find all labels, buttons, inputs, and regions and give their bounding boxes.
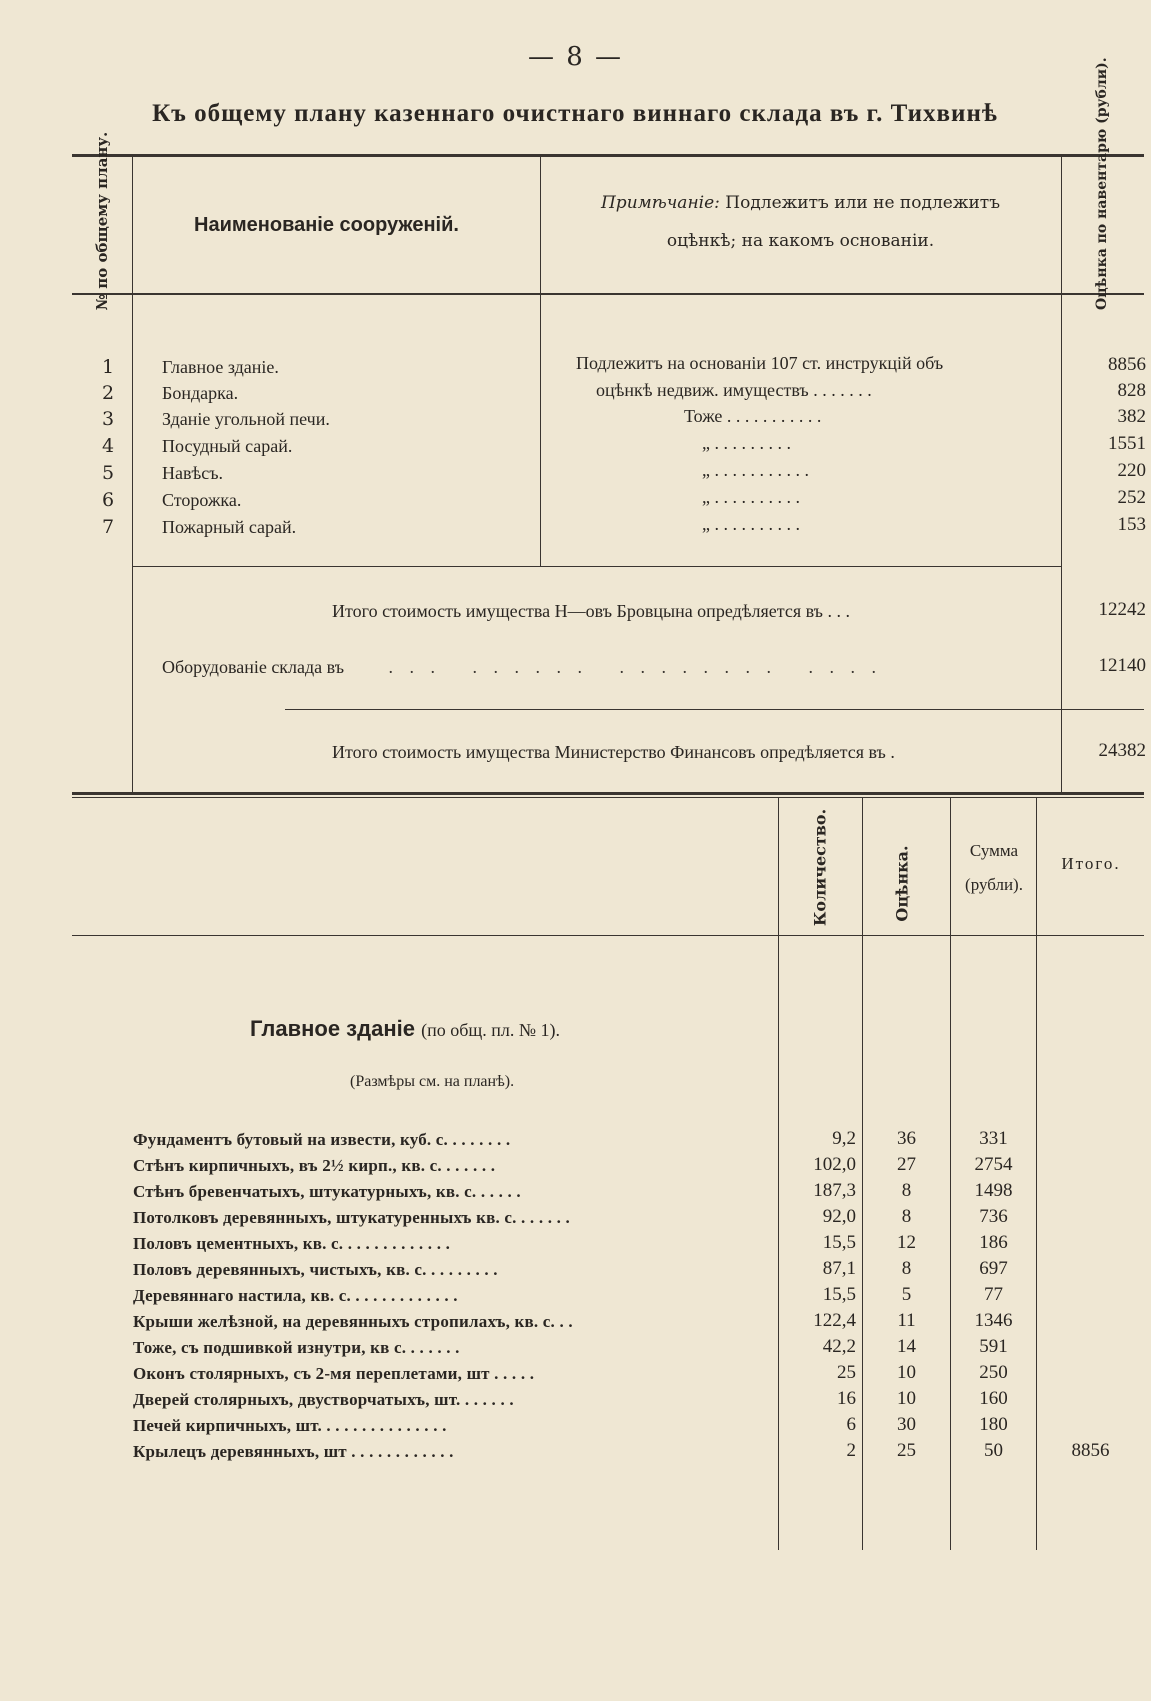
item-name: Тоже, съ подшивкой изнутри, кв с. . . . . . .	[133, 1338, 460, 1357]
table1-top-rule	[72, 154, 1144, 157]
structure-note: Подлежитъ на основаніи 107 ст. инструкцій объ	[576, 353, 944, 373]
page-title: Къ общему плану казеннаго очистнаго виннаго склада въ г. Тихвинѣ	[152, 100, 998, 127]
item-name: Половъ цементныхъ, кв. с. . . . . . . . . . . . .	[133, 1234, 451, 1253]
item-name: Печей кирпичныхъ, шт. . . . . . . . . . . . . . .	[133, 1416, 447, 1435]
structure-name: Пожарный сарай.	[162, 517, 297, 537]
item-name: Стѣнъ бревенчатыхъ, штукатурныхъ, кв. с. . . . . .	[133, 1182, 521, 1201]
item-rate: 12	[897, 1232, 916, 1253]
structure-name: Сторожка.	[162, 490, 242, 510]
header-col-num: № по общему плану.	[93, 131, 111, 311]
item-rate: 5	[901, 1284, 912, 1305]
item-rate: 25	[897, 1440, 916, 1461]
item-sum: 77	[984, 1284, 1003, 1305]
item-sum: 50	[984, 1440, 1003, 1461]
structure-num: 3	[101, 408, 115, 430]
table2-top-rule	[72, 797, 1144, 798]
structure-num: 5	[101, 462, 115, 484]
item-rate: 11	[897, 1310, 916, 1331]
header-col-value: Оцѣнка по навентарю (рубли).	[1094, 57, 1110, 310]
item-rate: 8	[901, 1206, 912, 1227]
structure-value: 220	[1117, 460, 1146, 481]
item-rate: 10	[897, 1362, 916, 1383]
item-qty: 15,5	[822, 1232, 856, 1253]
section-title	[250, 1016, 560, 1042]
item-qty: 2	[846, 1440, 856, 1461]
section-subtitle: (Размѣры см. на планѣ).	[350, 1073, 515, 1090]
item-qty: 92,0	[822, 1206, 856, 1227]
item-qty: 187,3	[813, 1180, 856, 1201]
structure-note: „ . . . . . . . . .	[702, 433, 791, 453]
header-sum-line2: (рубли).	[965, 875, 1023, 894]
item-name: Крылецъ деревянныхъ, шт . . . . . . . . . . . .	[133, 1442, 454, 1461]
item-qty: 15,5	[822, 1284, 856, 1305]
item-name: Стѣнъ кирпичныхъ, въ 2½ кирп., кв. с. . . . . . .	[133, 1156, 496, 1175]
section-title-note: (по общ. пл. № 1).	[421, 1020, 561, 1040]
item-qty: 87,1	[822, 1258, 856, 1279]
header-note-italic: Примѣчаніе:	[600, 193, 720, 213]
item-name: Деревяннаго настила, кв. с. . . . . . . . . . . . .	[133, 1286, 458, 1305]
item-qty: 16	[837, 1388, 856, 1409]
item-qty: 6	[846, 1414, 856, 1435]
item-name: Половъ деревянныхъ, чистыхъ, кв. с. . . . . . . . .	[133, 1260, 498, 1279]
table1-rule-structures	[133, 566, 1061, 567]
item-qty: 102,0	[813, 1154, 856, 1175]
equipment-dots: . . . . . . . . . . . . . . . . . . . . .	[388, 657, 883, 677]
item-rate: 8	[901, 1180, 912, 1201]
header-col-name: Наименованіе сооруженій.	[194, 214, 459, 236]
item-sum: 331	[979, 1128, 1008, 1149]
item-rate: 8	[901, 1258, 912, 1279]
structure-name: Бондарка.	[162, 383, 239, 403]
item-name: Дверей столярныхъ, двустворчатыхъ, шт. . . . . . .	[133, 1390, 514, 1409]
item-qty: 122,4	[813, 1310, 856, 1331]
item-qty: 25	[837, 1362, 856, 1383]
total-ministry-value: 24382	[1098, 740, 1146, 761]
item-qty: 9,2	[832, 1128, 856, 1149]
structure-note: „ . . . . . . . . . .	[702, 514, 800, 534]
item-name: Потолковъ деревянныхъ, штукатуренныхъ кв. с. . . . . . .	[133, 1208, 570, 1227]
structure-num: 1	[101, 356, 115, 378]
table2-vline-total-left	[1036, 798, 1037, 1550]
structure-num: 4	[101, 435, 115, 457]
structure-note: „ . . . . . . . . . .	[702, 487, 800, 507]
header-col-note	[548, 184, 1053, 260]
item-sum: 697	[979, 1258, 1008, 1279]
table1-vline-value	[1061, 157, 1062, 792]
table1-bottom-rule	[72, 792, 1144, 795]
item-rate: 10	[897, 1388, 916, 1409]
item-sum: 180	[979, 1414, 1008, 1435]
structure-name: Зданіе угольной печи.	[162, 409, 330, 429]
structure-note: „ . . . . . . . . . . .	[702, 460, 809, 480]
structure-name: Главное зданіе.	[162, 357, 279, 377]
page-number: — 8 —	[527, 42, 624, 72]
item-rate: 14	[897, 1336, 916, 1357]
structure-num: 7	[101, 516, 115, 538]
item-sum: 2754	[974, 1154, 1013, 1175]
table1-vline-name	[540, 157, 541, 567]
item-name: Фундаментъ бутовый на извести, куб. с. . . . . . . .	[133, 1130, 511, 1149]
equipment-label-text: Оборудованіе склада въ	[162, 657, 345, 677]
equipment-value: 12140	[1098, 655, 1146, 676]
table1-rule-subtotal	[285, 709, 1144, 710]
structure-value: 828	[1117, 380, 1146, 401]
item-name: Крыши желѣзной, на деревянныхъ стропилахъ, кв. с. . .	[133, 1312, 573, 1331]
header-sum	[952, 834, 1036, 902]
header-qty: Количество.	[810, 808, 830, 927]
item-rate: 36	[897, 1128, 916, 1149]
item-rate: 27	[897, 1154, 916, 1175]
structure-value: 1551	[1108, 433, 1146, 454]
total-ministry-label: Итого стоимость имущества Министерство Финансовъ опредѣляется въ .	[332, 742, 895, 762]
structure-value: 382	[1117, 406, 1146, 427]
header-rate: Оцѣнка.	[892, 845, 912, 922]
structure-num: 2	[101, 382, 115, 404]
item-total: 8856	[1071, 1440, 1110, 1461]
structure-value: 153	[1117, 514, 1146, 535]
item-sum: 160	[979, 1388, 1008, 1409]
structure-value: 252	[1117, 487, 1146, 508]
item-sum: 591	[979, 1336, 1008, 1357]
table1-header-rule	[72, 293, 1144, 295]
header-note-line1: Подлежитъ или не подлежитъ	[725, 193, 1001, 213]
structure-value: 8856	[1108, 354, 1146, 375]
item-sum: 250	[979, 1362, 1008, 1383]
section-title-text: Главное зданіе	[250, 1016, 415, 1041]
table2-header-rule	[72, 935, 1144, 936]
item-sum: 186	[979, 1232, 1008, 1253]
item-sum: 1498	[974, 1180, 1013, 1201]
header-note-line2: оцѣнкѣ; на какомъ основаніи.	[666, 231, 935, 251]
header-sum-line1: Сумма	[969, 841, 1019, 860]
table1-vline-num	[132, 157, 133, 792]
item-sum: 736	[979, 1206, 1008, 1227]
item-sum: 1346	[974, 1310, 1013, 1331]
structure-name: Посудный сарай.	[162, 436, 293, 456]
structure-num: 6	[101, 489, 115, 511]
header-total: Итого.	[1061, 854, 1121, 873]
equipment-label	[162, 657, 882, 678]
total-brovtsyn-label: Итого стоимость имущества Н—овъ Бровцына опредѣляется въ . . .	[332, 601, 850, 621]
structure-note: Тоже . . . . . . . . . . .	[684, 406, 822, 426]
item-rate: 30	[897, 1414, 916, 1435]
item-qty: 42,2	[822, 1336, 856, 1357]
structure-note: оцѣнкѣ недвиж. имуществъ . . . . . . .	[596, 380, 872, 400]
structure-name: Навѣсъ.	[162, 463, 224, 483]
item-name: Оконъ столярныхъ, съ 2-мя переплетами, шт . . . . .	[133, 1364, 535, 1383]
total-brovtsyn-value: 12242	[1098, 599, 1146, 620]
